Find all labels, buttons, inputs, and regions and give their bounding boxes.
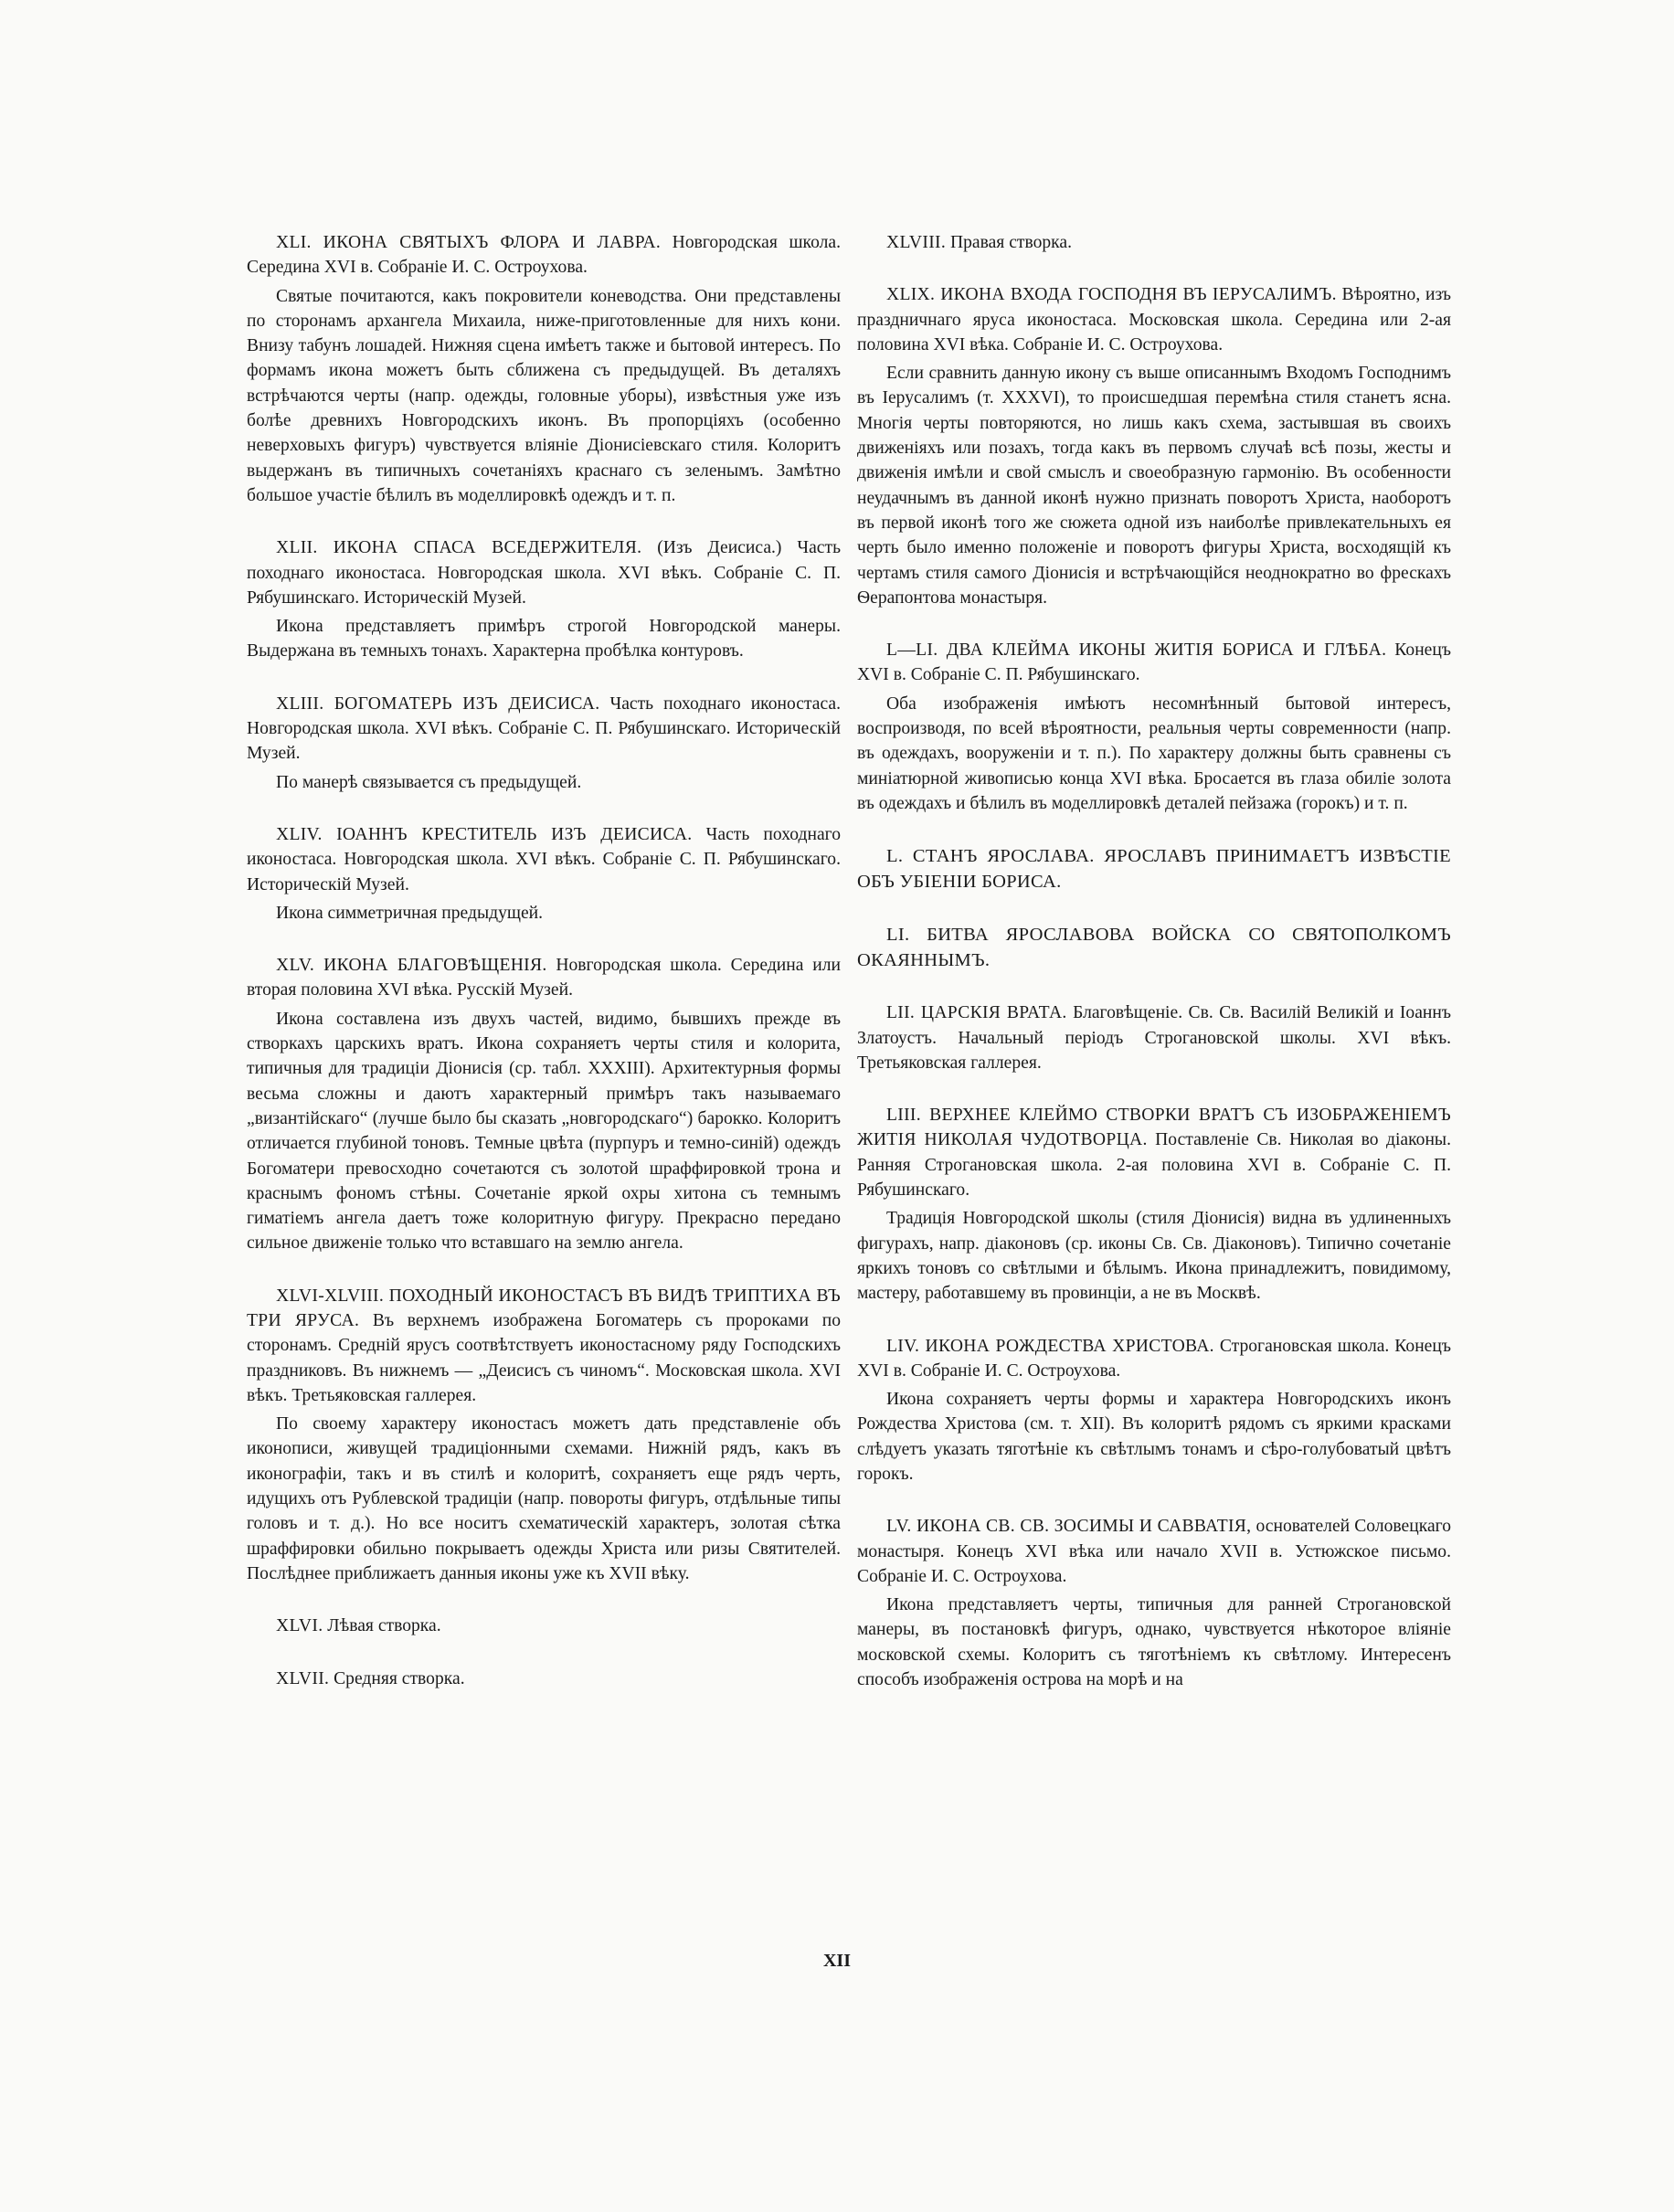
entry-description: По манерѣ связывается съ предыдущей. [276, 772, 582, 792]
entry-description: Икона составлена изъ двухъ частей, видимо, бывшихъ прежде въ створкахъ царскихъ вратъ. Икона сохраняетъ черты стиля и колорита, типичныя для традицiи Дiонисiя (ср. табл. XXXIII). Архитектурныя формы весьма сложны и даютъ характерный примѣръ такъ называемаго „византiйскаго“ (лучше было бы сказать „новгородскаго“) барокко. Колоритъ отличается глубиной тоновъ. Темные цвѣта (пурпуръ и темно-синiй) одеждъ Богоматери превосходно сочетаются съ золотой шраффировкой трона и краснымъ фономъ стѣны. Сочетанiе яркой охры хитона съ темнымъ гиматiемъ ангела даетъ тоже колоритную фигуру. Прекрасно передано сильное движенiе только что вставшаго на землю ангела. [247, 1009, 841, 1254]
entry-title-line [857, 230, 1451, 255]
entry-title-line [857, 1334, 1451, 1384]
right-column [857, 230, 1451, 1720]
entry-description: Традицiя Новгородской школы (стиля Дiонисiя) видна въ удлиненныхъ фигурахъ, напр. дiаконовъ (ср. иконы Св. Св. Дiаконовъ). Типично сочетанiе яркихъ тоновъ со свѣтлыми и бѣлымъ. Икона принадлежитъ, повидимому, мастеру, работавшему въ провинцiи, а не въ Москвѣ. [857, 1209, 1451, 1304]
entry-title-line [857, 1514, 1451, 1589]
catalog-entry [857, 922, 1451, 973]
page-number: XII [822, 1951, 851, 1971]
entry-heading: XLVI. [276, 1616, 323, 1636]
catalog-entry [857, 1103, 1451, 1306]
entry-title-line [857, 638, 1451, 688]
entry-attribution: Средняя створка. [329, 1668, 465, 1688]
entry-heading: LI. БИТВА ЯРОСЛАВОВА ВОЙСКА СО СВЯТОПОЛКОМЪ ОКАЯННЫМЪ. [857, 925, 1451, 971]
entry-heading: XLVIII. [886, 233, 947, 252]
catalog-entry [247, 953, 841, 1256]
entry-title-line [247, 692, 841, 767]
entry-attribution: Часть походнаго иконостаса. Новгородская школа. XVI вѣкъ. Собранiе С. П. Рябушинскаго. Историческiй Музей. [247, 693, 842, 764]
entry-description: Икона представляетъ черты, типичныя для ранней Строгановской манеры, въ постановкѣ фигуръ, однако, чувствуется нѣкоторое влiянiе московской схемы. Колоритъ съ тяготѣнiемъ къ свѣтлому. Интересенъ способъ изображенiя острова на морѣ и на [857, 1595, 1451, 1690]
catalog-entry [857, 282, 1451, 610]
entry-heading: XLVII. [276, 1668, 330, 1688]
entry-description: Икона представляетъ примѣръ строгой Новгородской манеры. Выдержана въ темныхъ тонахъ. Характерна пробѣлка контуровъ. [247, 617, 841, 661]
entry-attribution: Новгородская школа. Середина или вторая половина XVI вѣка. Русскiй Музей. [247, 956, 841, 1000]
entry-description: По своему характеру иконостасъ можетъ дать представленiе объ иконописи, живущей традицiонными схемами. Нижнiй рядъ, какъ въ иконографiи, такъ и въ стилѣ и колоритѣ, сохраняетъ еще рядъ черть, идущихъ отъ Рублевской традицiи (напр. повороты фигуръ, отдѣльные типы головъ и т. д.). Но все носитъ схематическiй характеръ, золотая сѣтка шраффировки обильно покрываетъ одежды Христа или ризы Святителей. Послѣднее приближаетъ данныя иконы уже къ XVII вѣку. [247, 1414, 841, 1583]
entry-title-line [247, 953, 841, 1003]
entry-heading: LII. ЦАРСКIЯ ВРАТА. [886, 1003, 1067, 1023]
catalog-entry [247, 1667, 841, 1691]
catalog-entry [247, 1284, 841, 1587]
entry-heading: XLIII. БОГОМАТЕРЬ ИЗЪ ДЕИСИСА. [276, 693, 600, 714]
entry-heading: XLV. ИКОНА БЛАГОВѢЩЕНIЯ. [276, 956, 547, 976]
entry-heading: L. СТАНЪ ЯРОСЛАВА. ЯРОСЛАВЪ ПРИНИМАЕТЪ ИЗВѢСТIЕ ОБЪ УБIЕНIИ БОРИСА. [857, 846, 1451, 893]
catalog-entry [857, 1514, 1451, 1692]
entry-heading: XLI. ИКОНА СВЯТЫХЪ ФЛОРА И ЛАВРА. [276, 233, 662, 252]
entry-description: Икона симметричная предыдущей. [276, 903, 544, 923]
catalog-entry [857, 230, 1451, 255]
entry-heading: XLII. ИКОНА СПАСА ВСЕДЕРЖИТЕЛЯ. [276, 538, 642, 558]
entry-attribution: Лѣвая створка. [323, 1616, 441, 1636]
catalog-entry [857, 638, 1451, 816]
entry-attribution: Вѣроятно, изъ праздничнаго яруса иконостаса. Московская школа. Середина или 2-ая половина XVI вѣка. Собранiе И. С. Остроухова. [857, 285, 1451, 355]
entry-title-line [247, 1284, 841, 1408]
entry-title-line [247, 535, 841, 610]
entry-attribution: Конецъ XVI в. Собранiе С. П. Рябушинскаго. [857, 640, 1451, 685]
entry-title-line [857, 1103, 1451, 1202]
left-column [247, 230, 841, 1719]
entry-heading: XLIV. IОАННЪ КРЕСТИТЕЛЬ ИЗЪ ДЕИСИСА. [276, 824, 693, 844]
entry-heading: LIII. ВЕРХНЕЕ КЛЕЙМО СТВОРКИ ВРАТЪ СЪ ИЗОБРАЖЕНIЕМЪ ЖИТIЯ НИКОЛАЯ ЧУДОТВОРЦА. [857, 1106, 1451, 1150]
entry-attribution: (Изъ Деисиса.) Часть походнаго иконостаса. Новгородская школа. XVI вѣкъ. Собранiе С. П. Рябушинскаго. Историческiй Музей. [247, 538, 842, 608]
catalog-entry [857, 1334, 1451, 1487]
catalog-entry [247, 692, 841, 795]
entry-title-line [247, 822, 841, 897]
entry-heading: L—LI. ДВА КЛЕЙМА ИКОНЫ ЖИТIЯ БОРИСА И ГЛѢБА. [886, 640, 1387, 661]
catalog-entry [857, 1000, 1451, 1075]
entry-attribution: Поставленiе Св. Николая во дiаконы. Ранняя Строгановская школа. 2-ая половина XVI в. Собранiе С. П. Рябушинскаго. [857, 1130, 1451, 1201]
entry-title-line [857, 843, 1451, 894]
entry-title-line [247, 1667, 841, 1691]
catalog-entry [247, 535, 841, 663]
entry-attribution: Правая створка. [946, 233, 1072, 252]
entry-heading: XLIX. ИКОНА ВХОДА ГОСПОДНЯ ВЪ IЕРУСАЛИМЪ. [886, 285, 1337, 305]
catalog-entry [247, 230, 841, 508]
entry-attribution: Новгородская школа. Середина XVI в. Собранiе И. С. Остроухова. [247, 233, 841, 278]
entry-title-line [247, 230, 841, 280]
catalog-entry [247, 1614, 841, 1638]
entry-heading: XLVI-XLVIII. ПОХОДНЫЙ ИКОНОСТАСЪ ВЪ ВИДѢ ТРИПТИХА ВЪ ТРИ ЯРУСА. [247, 1286, 841, 1330]
entry-title-line [857, 282, 1451, 357]
entry-attribution: Благовѣщенiе. Св. Св. Василiй Великiй и Iоаннъ Златоустъ. Начальный перiодъ Строгановской школы. XVI вѣкъ. Третьяковская галлерея. [857, 1003, 1451, 1073]
entry-title-line [247, 1614, 841, 1638]
entry-description: Святые почитаются, какъ покровители коневодства. Они представлены по сторонамъ архангела Михаила, ниже-приготовленные для нихъ кони. Внизу табунъ лошадей. Нижняя сцена имѣетъ также и бытовой интересъ. По формамъ икона можетъ быть сближена съ предыдущей. Въ деталяхъ встрѣчаются черты (напр. одежды, головные уборы), извѣстныя уже изъ болѣе древнихъ Новгородскихъ иконъ. Въ пропорцiяхъ (особенно неверховыхъ фигуръ) чувствуется влiянiе Дiонисiевскаго стиля. Колоритъ выдержанъ въ типичныхъ сочетанiяхъ краснаго съ зеленымъ. Замѣтно большое участiе бѣлилъ въ моделлировкѣ одеждъ и т. п. [247, 286, 841, 505]
catalog-entry [247, 822, 841, 926]
entry-heading: LV. ИКОНА СВ. СВ. ЗОСИМЫ И САВВАТIЯ, [886, 1517, 1252, 1537]
entry-attribution: Часть походнаго иконостаса. Новгородская школа. XVI вѣкъ. Собранiе С. П. Рябушинскаго. Историческiй Музей. [247, 824, 842, 894]
entry-heading: LIV. ИКОНА РОЖДЕСТВА ХРИСТОВА. [886, 1336, 1214, 1356]
entry-title-line [857, 922, 1451, 973]
entry-attribution: основателей Соловецкаго монастыря. Конецъ XVI вѣка или начало XVII в. Устюжское письмо. Собранiе И. С. Остроухова. [857, 1517, 1451, 1586]
entry-attribution: Въ верхнемъ изображена Богоматерь съ пророками по сторонамъ. Среднiй ярусъ соотвѣтствуетъ иконостасному ряду Господскихъ праздниковъ. Въ нижнемъ — „Деисисъ съ чиномъ“. Московская школа. XVI вѣкъ. Третьяковская галлерея. [247, 1310, 841, 1405]
entry-description: Икона сохраняетъ черты формы и характера Новгородскихъ иконъ Рождества Христова (см. т. XII). Въ колоритѣ рядомъ съ яркими красками слѣдуетъ указать тяготѣнiе къ свѣтлымъ тонамъ и сѣро-голубоватый цвѣтъ горокъ. [857, 1390, 1451, 1484]
entry-attribution: Строгановская школа. Конецъ XVI в. Собранiе И. С. Остроухова. [857, 1336, 1451, 1381]
entry-title-line [857, 1000, 1451, 1075]
entry-description: Если сравнить данную икону съ выше описаннымъ Входомъ Господнимъ въ Iерусалимъ (т. XXXVI), то происшедшая перемѣна стиля станетъ ясна. Многiя черты повторяются, но лишь какъ схема, застывшая въ своихъ движенiяхъ или позахъ, тогда какъ въ первомъ случаѣ всѣ позы, жесты и движенiя имѣли и свой смыслъ и своеобразную гармонiю. Въ особенности неудачнымъ въ данной иконѣ нужно признать поворотъ Христа, наоборотъ въ первой иконѣ того же сюжета одной изъ наиболѣе привлекательныхъ ея черть было именно положенiе и поворотъ фигуры Христа, восходящiй къ чертамъ стиля самого Дiонисiя и встрѣчающiйся неоднократно во фрескахъ Ѳерапонтова монастыря. [857, 364, 1451, 608]
entry-description: Оба изображенiя имѣютъ несомнѣнный бытовой интересъ, воспроизводя, по всей вѣроятности, реальныя черты современности (напр. въ одеждахъ, вооруженiи и т. п.). По характеру должны быть сравнены съ миніатюрной живописью конца XVI вѣка. Бросается въ глаза обилiе золота въ одеждахъ и бѣлилъ въ моделлировкѣ деталей пейзажа (горокъ) и т. п. [857, 693, 1451, 813]
catalog-entry [857, 843, 1451, 894]
